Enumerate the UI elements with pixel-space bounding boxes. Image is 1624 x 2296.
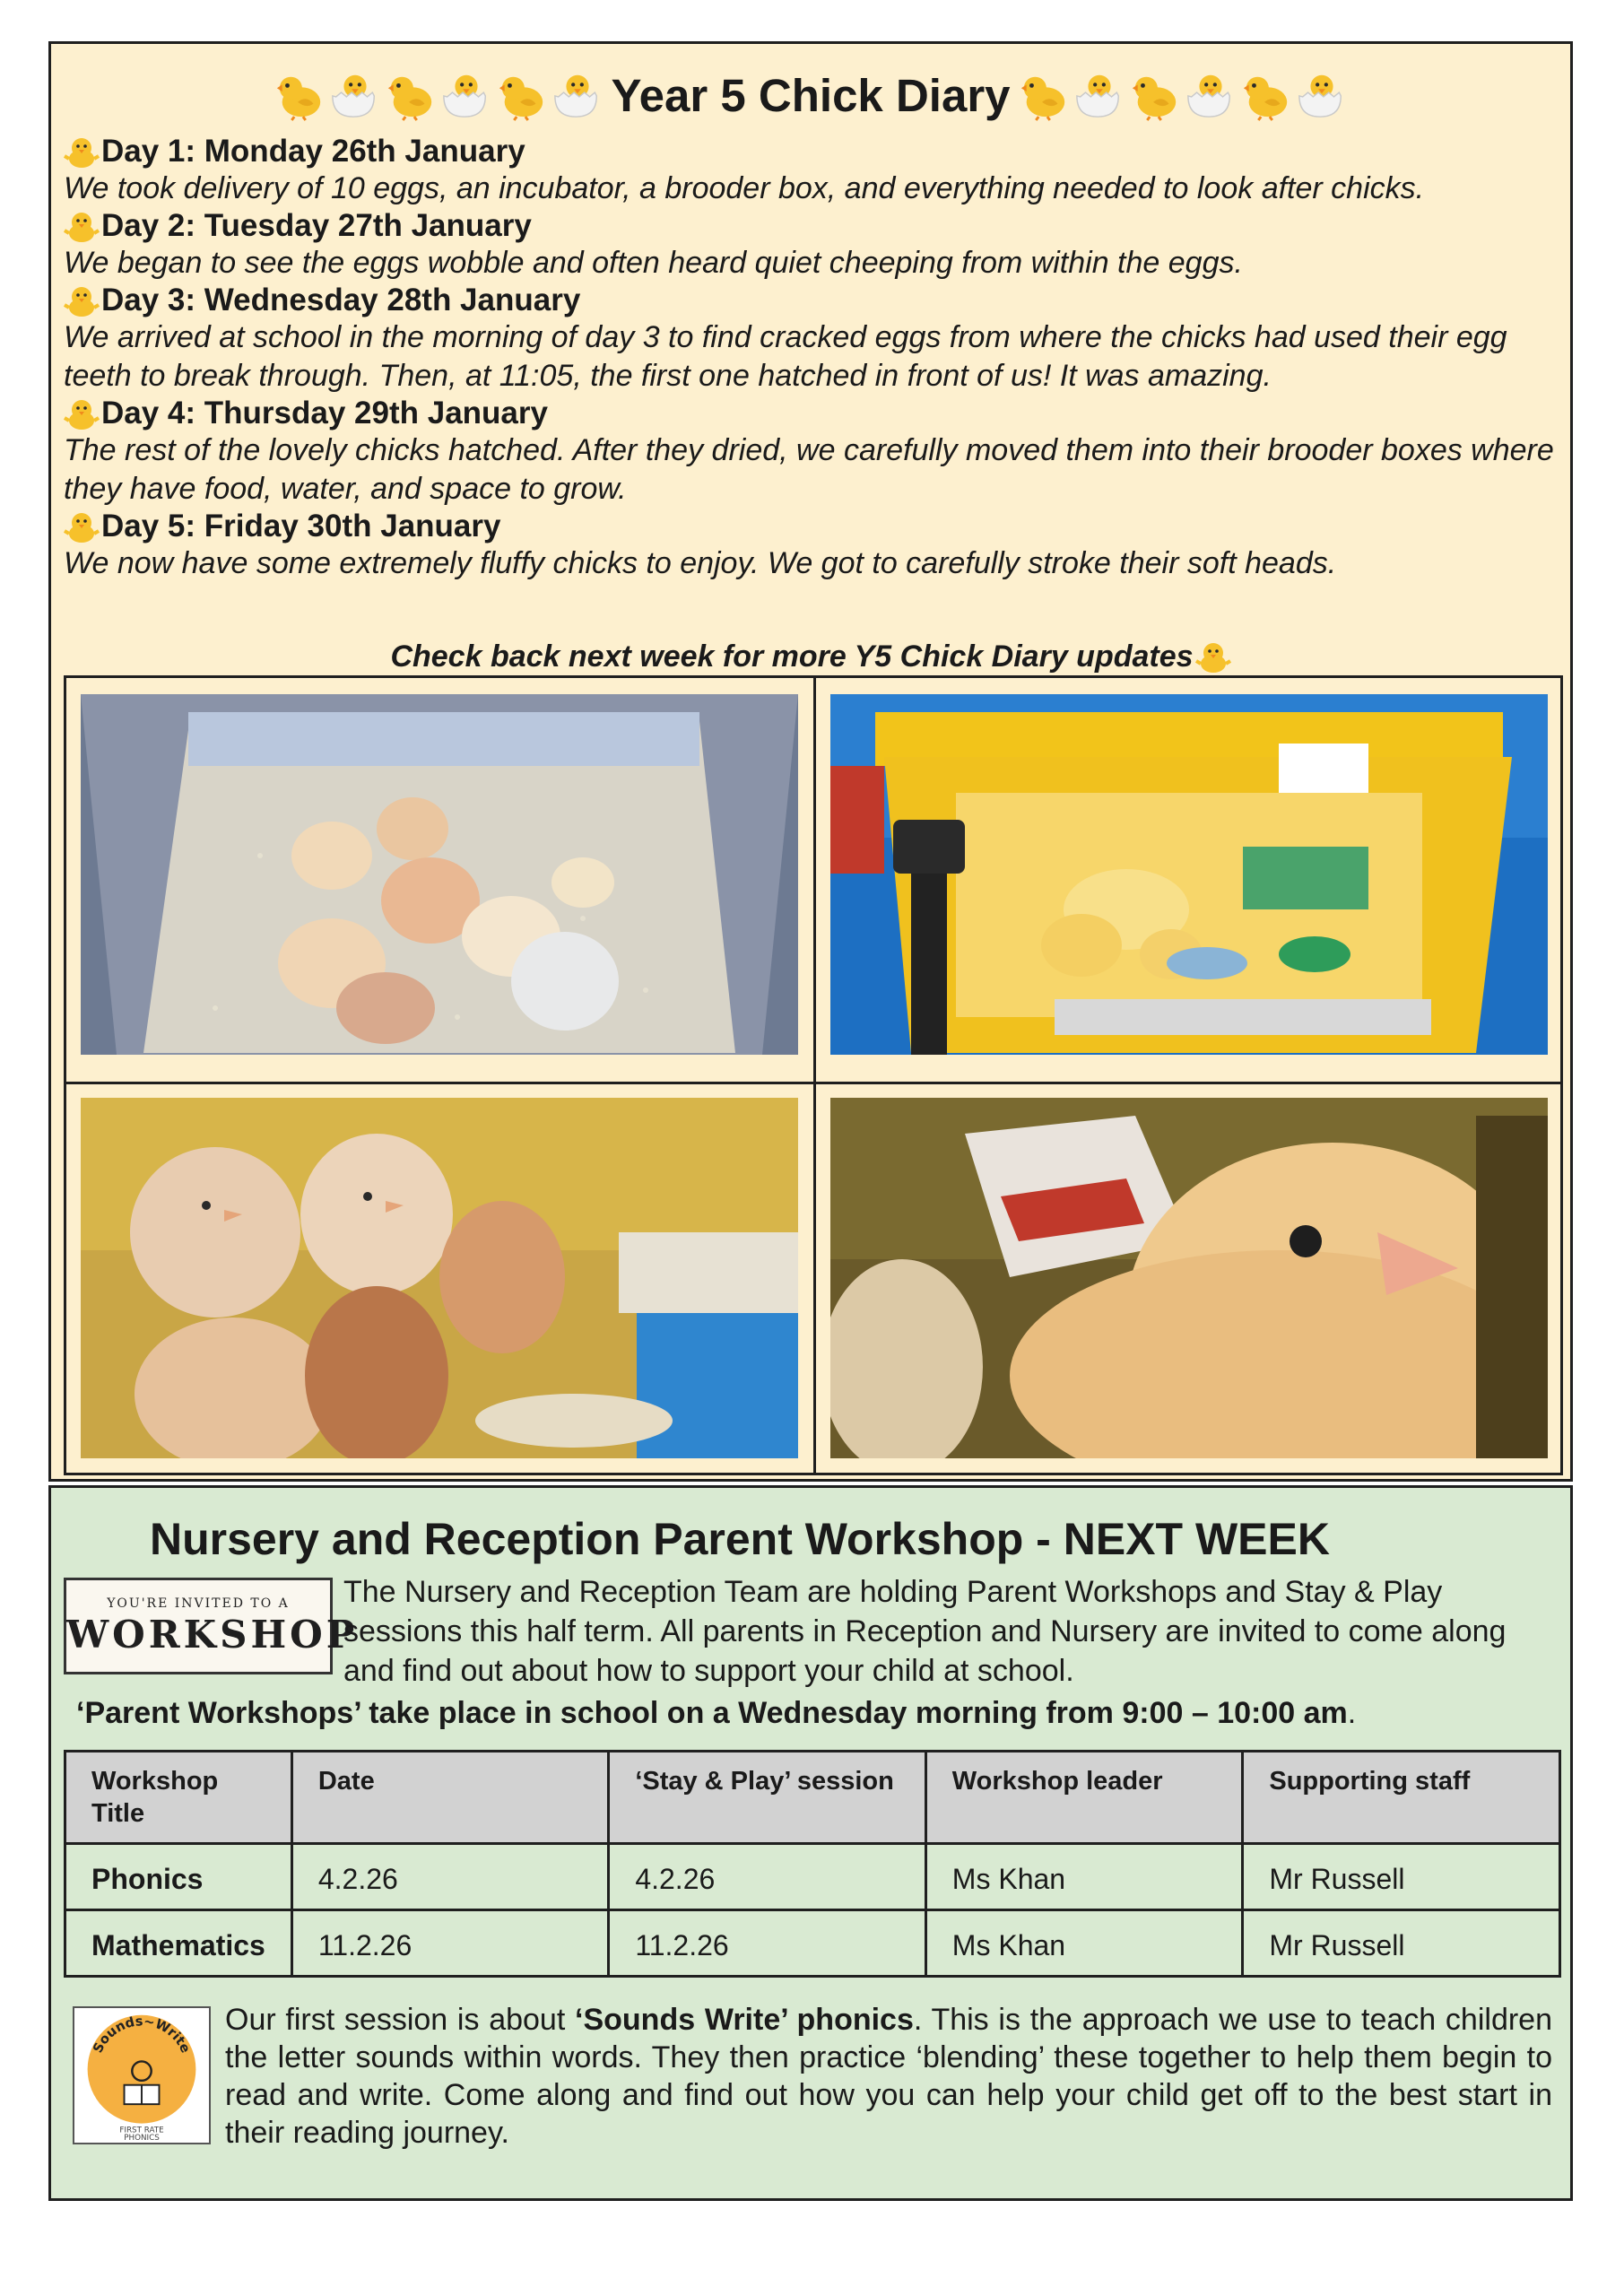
day-description: We now have some extremely fluffy chicks to enjoy. We got to carefully stroke their soft heads. [64,546,1337,580]
hatching-chick-icon [329,69,381,121]
workshop-schedule-text: ‘Parent Workshops’ take place in school on a Wednesday morning from 9:00 – 10:00 am [76,1696,1348,1730]
diary-entry-day-4 [64,396,1570,509]
table-cell: 4.2.26 [609,1844,925,1910]
front-facing-chick-icon [64,283,100,318]
baby-chick-icon [1240,69,1292,121]
front-facing-chick-icon [64,509,100,544]
grid-divider [66,1082,1560,1084]
column-header: Workshop Title [65,1752,292,1844]
hatching-chick-icon [440,69,492,121]
hatching-chick-icon [1296,69,1348,121]
table-cell: Mr Russell [1243,1910,1560,1977]
chick-diary-title: Year 5 Chick Diary [611,69,1011,121]
column-header: ‘Stay & Play’ session [609,1752,925,1844]
sounds-write-logo-line-2: PHONICS [124,2134,160,2143]
table-cell: Ms Khan [925,1844,1243,1910]
table-row [65,1910,1560,1977]
column-header: Supporting staff [1243,1752,1560,1844]
photo-chick-closeup [830,1098,1548,1458]
front-facing-chick-icon [64,396,100,431]
diary-entry-day-1 [64,134,1570,208]
check-back-text: Check back next week for more Y5 Chick Diary updates [390,639,1194,674]
photo-yellow-brooder-box [830,694,1548,1055]
workshop-title: Nursery and Reception Parent Workshop - NEXT WEEK [150,1514,1330,1564]
day-heading: Day 2: Tuesday 27th January [101,208,532,243]
chick-diary-section [48,41,1573,1482]
day-heading: Day 5: Friday 30th January [101,509,501,544]
grid-divider [813,678,816,1473]
front-facing-chick-icon [64,134,100,170]
sounds-write-text-bold: ‘Sounds Write’ phonics [575,2003,914,2037]
workshop-intro: The Nursery and Reception Team are holding Parent Workshops and Stay & Play sessions this half term. All parents in Reception and Nursery are invited to come along and find out about how to support your child at school. [343,1575,1507,1688]
workshop-schedule-note [76,1696,1356,1731]
sounds-write-description [225,2001,1552,2152]
baby-chick-icon [1018,69,1070,121]
hatching-chick-icon [551,69,604,121]
invite-logo-big-text: WORKSHOP [66,1613,359,1657]
hatching-chick-icon [1185,69,1237,121]
day-heading: Day 1: Monday 26th January [101,134,525,169]
column-header: Date [291,1752,608,1844]
sounds-write-logo-line-1: FIRST RATE [119,2126,164,2135]
photo-chicks-in-brooder [81,694,798,1055]
table-cell: Mr Russell [1243,1844,1560,1910]
table-cell: 11.2.26 [291,1910,608,1977]
sounds-write-logo-arc-text: Sounds~Write [90,2013,194,2056]
day-description: We arrived at school in the morning of day 3 to find cracked eggs from where the chicks had used their egg teeth to break through. Then, at 11:05, the first one hatched in front of us! It was amazing. [64,320,1507,393]
day-heading: Day 4: Thursday 29th January [101,396,548,430]
table-row [65,1844,1560,1910]
diary-entries [64,134,1570,583]
workshop-schedule-end: . [1347,1696,1357,1730]
parent-workshop-section [48,1485,1573,2201]
chick-photo-grid [64,675,1563,1475]
day-description: We took delivery of 10 eggs, an incubator, a brooder box, and everything needed to look after chicks. [64,171,1425,205]
sounds-write-logo [73,2006,211,2144]
front-facing-chick-icon [1195,639,1231,674]
table-cell: 4.2.26 [291,1844,608,1910]
table-cell: 11.2.26 [609,1910,925,1977]
baby-chick-icon [496,69,548,121]
photo-chicks-group [81,1098,798,1458]
day-heading: Day 3: Wednesday 28th January [101,283,581,317]
check-back-note [51,638,1570,675]
day-description: We began to see the eggs wobble and often heard quiet cheeping from within the eggs. [64,246,1243,280]
table-cell: Ms Khan [925,1910,1243,1977]
diary-entry-day-3 [64,283,1570,396]
diary-entry-day-5 [64,509,1570,583]
hatching-chick-icon [1073,69,1125,121]
sounds-write-text-start: Our first session is about [225,2003,576,2037]
front-facing-chick-icon [64,208,100,244]
table-cell: Mathematics [65,1910,292,1977]
invite-logo-small-text: YOU'RE INVITED TO A [107,1596,290,1611]
workshop-invite-logo [64,1578,359,1674]
chick-diary-title-row [51,65,1570,125]
day-description: The rest of the lovely chicks hatched. After they dried, we carefully moved them into their brooder boxes where they have food, water, and space to grow. [64,433,1554,506]
sounds-write-logo-graphic [74,2008,209,2143]
baby-chick-icon [1129,69,1181,121]
table-header-row [65,1752,1560,1844]
diary-entry-day-2 [64,208,1570,283]
baby-chick-icon [385,69,437,121]
table-cell: Phonics [65,1844,292,1910]
sounds-write-text-end: . This is the approach we use to teach children the letter sounds within words. They then practice ‘blending’ these together to help them begin to read and write. Come along and find out how you can help your child get off to the best start in their reading journey. [225,2003,1552,2150]
column-header: Workshop leader [925,1752,1243,1844]
baby-chick-icon [274,69,326,121]
workshop-table [64,1750,1561,1978]
